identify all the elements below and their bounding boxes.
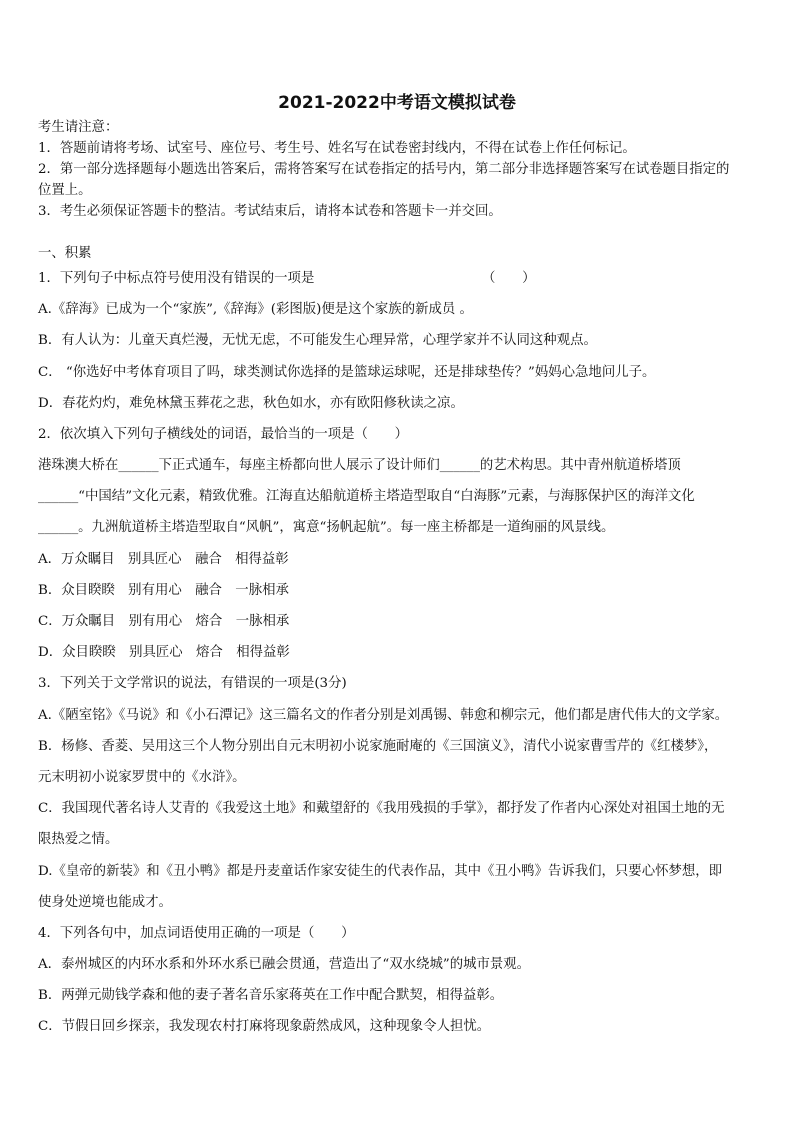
option-c: C． “你选好中考体育项目了吗，球类测试你选择的是篮球运球呢，还是排球垫传？”妈妈心急地问儿子。 bbox=[38, 365, 656, 380]
question-3-stem: 3．下列关于文学常识的说法，有错误的一项是(3分) bbox=[38, 676, 347, 691]
option-d: D.《皇帝的新装》和《丑小鸭》都是丹麦童话作家安徒生的代表作品，其中《丑小鸭》告诉我们，只要心怀梦想，即 bbox=[38, 864, 723, 879]
option-a: A.《辞海》已成为一个“家族”,《辞海》(彩图版)便是这个家族的新成员 。 bbox=[38, 302, 473, 317]
option-a: A．万众瞩目 别具匠心 融合 相得益彰 bbox=[38, 552, 289, 567]
passage-line: ______“中国结”文化元素，精致优雅。江海直达船航道桥主塔造型取自“白海豚”元素，与海豚保护区的海洋文化 bbox=[38, 489, 695, 504]
option-d: D．众目睽睽 别具匠心 熔合 相得益彰 bbox=[38, 645, 290, 660]
question-4-stem: 4．下列各句中，加点词语使用正确的一项是（ ） bbox=[38, 926, 355, 941]
passage-line: 港珠澳大桥在______下正式通车，每座主桥都向世人展示了设计师们______的艺术构思。其中青州航道桥塔顶 bbox=[38, 458, 681, 473]
answer-parentheses: （ ） bbox=[482, 271, 536, 286]
option-c: C．万众瞩目 别有用心 熔合 一脉相承 bbox=[38, 614, 290, 629]
option-c-continued: 限热爱之情。 bbox=[38, 832, 119, 847]
notice-item: 2．第一部分选择题每小题选出答案后，需将答案写在试卷指定的括号内，第二部分非选择题答案写在试卷题目指定的 bbox=[38, 162, 730, 177]
option-d-continued: 使身处逆境也能成才。 bbox=[38, 895, 172, 910]
notice-heading: 考生请注意： bbox=[38, 120, 119, 135]
notice-item: 3．考生必须保证答题卡的整洁。考试结束后，请将本试卷和答题卡一并交回。 bbox=[38, 204, 502, 219]
question-2-stem: 2．依次填入下列句子横线处的词语，最恰当的一项是（ ） bbox=[38, 427, 409, 442]
page-title: 2021-2022中考语文模拟试卷 bbox=[278, 93, 516, 113]
passage-line: ______。九洲航道桥主塔造型取自“风帆”，寓意“扬帆起航”。每一座主桥都是一道绚丽的风景线。 bbox=[38, 520, 615, 535]
option-b: B．杨修、香菱、吴用这三个人物分别出自元末明初小说家施耐庵的《三国演义》，清代小说家曹雪芹的《红楼梦》， bbox=[38, 739, 718, 754]
notice-item: 1．答题前请将考场、试室号、座位号、考生号、姓名写在试卷密封线内，不得在试卷上作任何标记。 bbox=[38, 141, 636, 156]
section-heading: 一、积累 bbox=[38, 246, 92, 261]
option-c: C．节假日回乡探亲，我发现农村打麻将现象蔚然成风，这种现象令人担忧。 bbox=[38, 1019, 491, 1034]
option-b-continued: 元末明初小说家罗贯中的《水浒》。 bbox=[38, 770, 246, 785]
option-d: D．春花灼灼，难免林黛玉葬花之悲，秋色如水，亦有欧阳修秋读之凉。 bbox=[38, 396, 464, 411]
option-a: A．泰州城区的内环水系和外环水系已融会贯通，营造出了“双水绕城”的城市景观。 bbox=[38, 957, 531, 972]
option-c: C．我国现代著名诗人艾青的《我爱这土地》和戴望舒的《我用残损的手掌》，都抒发了作者内心深处对祖国土地的无 bbox=[38, 801, 725, 816]
option-a: A.《陋室铭》《马说》和《小石潭记》这三篇名文的作者分别是刘禹锡、韩愈和柳宗元，他们都是唐代伟大的文学家。 bbox=[38, 708, 729, 723]
notice-item: 位置上。 bbox=[38, 183, 92, 198]
option-b: B．有人认为：儿童天真烂漫，无忧无虑，不可能发生心理异常，心理学家并不认同这种观点。 bbox=[38, 333, 597, 348]
question-1-stem: 1．下列句子中标点符号使用没有错误的一项是 bbox=[38, 271, 315, 286]
option-b: B．众目睽睽 别有用心 融合 一脉相承 bbox=[38, 583, 289, 598]
option-b: B．两弹元勋钱学森和他的妻子著名音乐家蒋英在工作中配合默契，相得益彰。 bbox=[38, 988, 504, 1003]
